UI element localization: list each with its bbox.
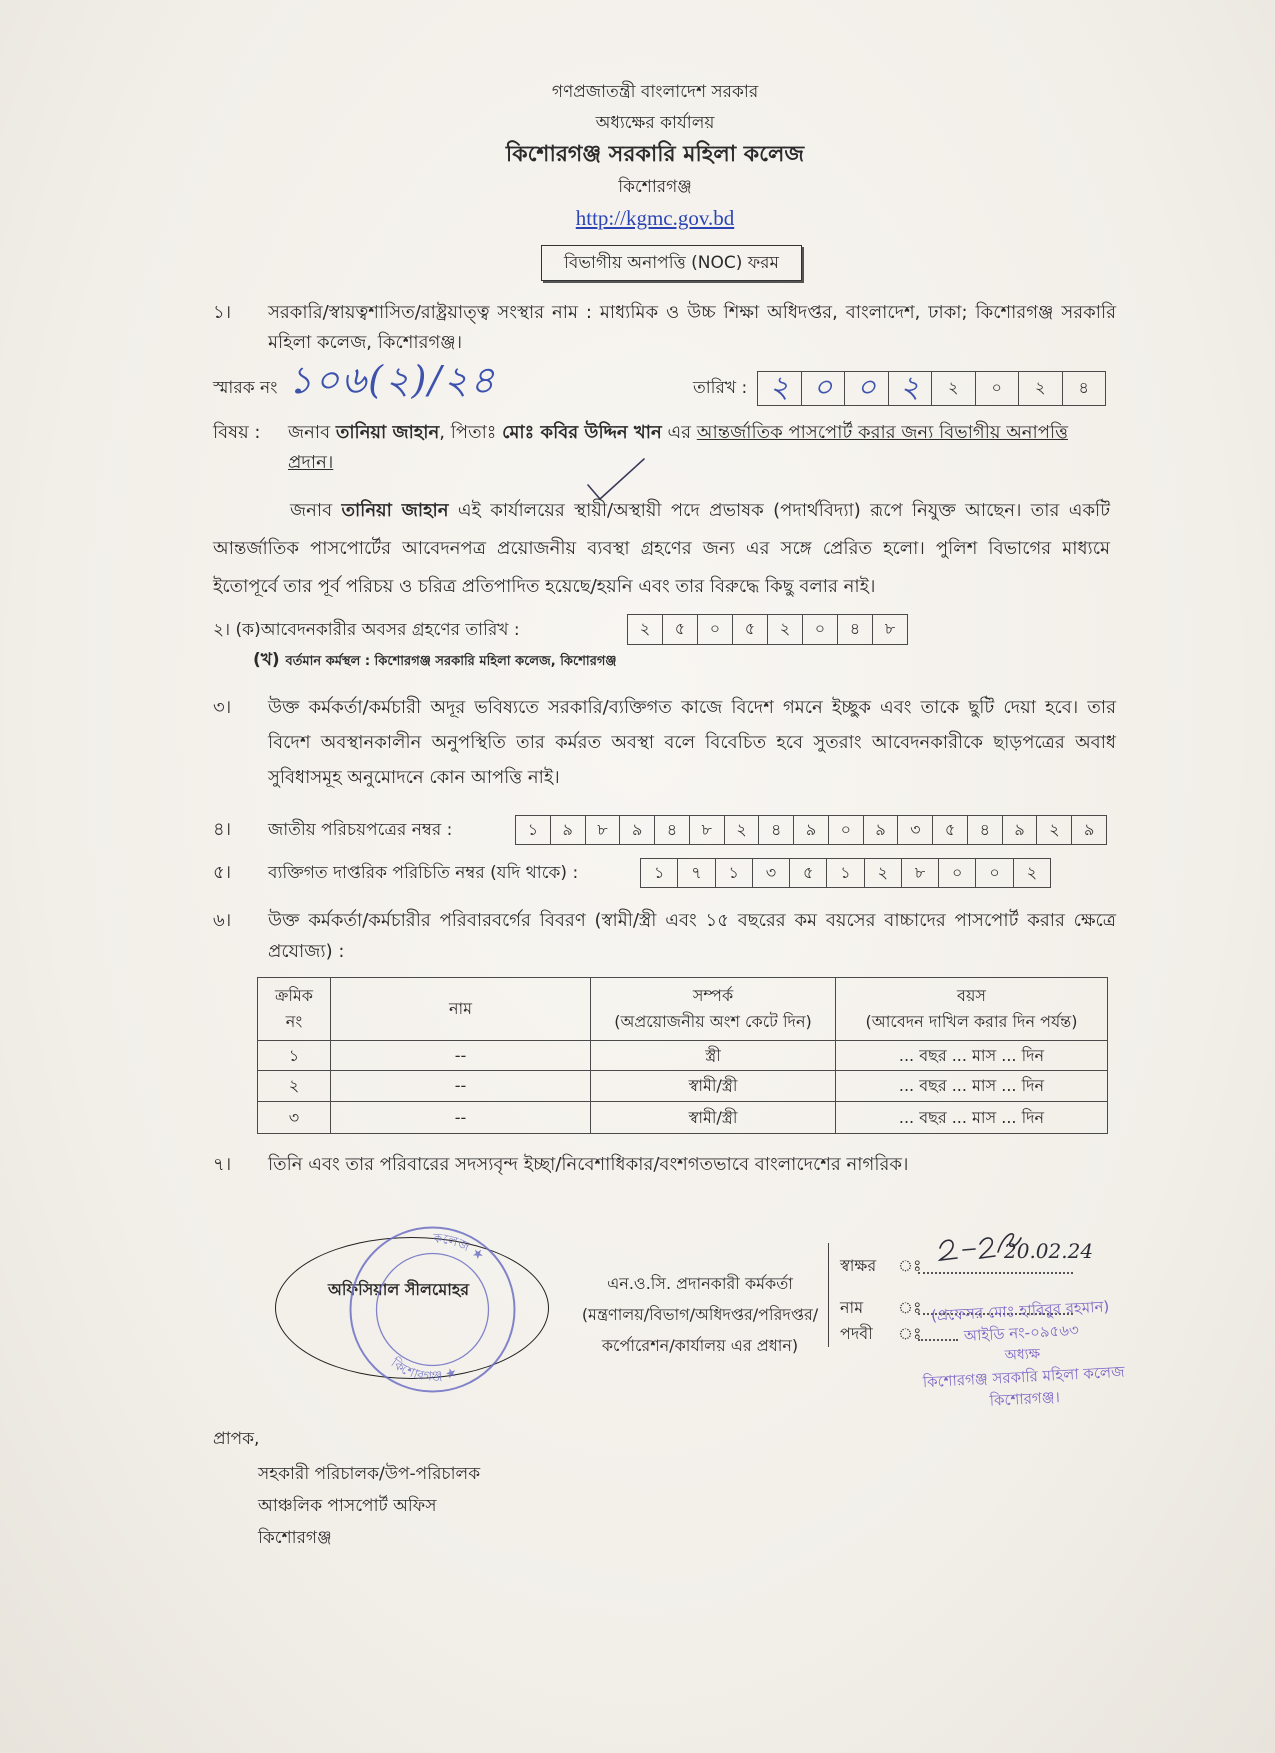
- nid-label: জাতীয় পরিচয়পত্রের নম্বর :: [268, 820, 453, 840]
- header-age-line1: বয়স: [957, 986, 986, 1005]
- office-heading: অধ্যক্ষের কার্যালয়: [595, 113, 715, 133]
- digit-box: ৯: [864, 815, 899, 845]
- item5-number: ৫।: [213, 862, 232, 883]
- government-heading: গণপ্রজাতন্ত্রী বাংলাদেশ সরকার: [551, 82, 759, 102]
- item1-number: ১।: [213, 302, 232, 323]
- digit-box: ৮: [586, 815, 621, 845]
- noc-officer-line2: (মন্ত্রণালয়/বিভাগ/অধিদপ্তর/পরিদপ্তর/: [581, 1305, 819, 1324]
- designation-colon: ঃ: [898, 1324, 922, 1343]
- applicant-name: তানিয়া জাহান: [335, 422, 440, 443]
- signature-divider: [828, 1243, 829, 1347]
- table-row: [258, 1041, 1108, 1071]
- digit-box: ২: [1037, 815, 1072, 845]
- item2-line: [213, 615, 520, 645]
- office-id-boxes: [640, 858, 1051, 888]
- seal-ring-top: কলেজ ★: [432, 1231, 487, 1264]
- header-age: [836, 978, 1108, 1041]
- table-row: [258, 1102, 1108, 1134]
- table-row: [258, 1071, 1108, 1102]
- digit-box: ০: [845, 371, 889, 406]
- retirement-date-boxes: [627, 614, 908, 645]
- digit-box: ২: [1014, 858, 1051, 888]
- table-header-row: [258, 978, 1108, 1041]
- svg-text:কলেজ ★: [432, 1231, 487, 1264]
- signature-colon: ঃ: [898, 1256, 922, 1275]
- digit-box: ২: [725, 815, 760, 845]
- row-serial: ৩: [258, 1102, 331, 1134]
- item2-number: ২।: [213, 620, 231, 640]
- digit-box: ৯: [794, 815, 829, 845]
- designation-label: পদবী: [840, 1324, 873, 1343]
- recipient-office: আঞ্চলিক পাসপোর্ট অফিস: [258, 1496, 437, 1516]
- subject-text: [288, 418, 1110, 478]
- digit-box: ৪: [838, 614, 873, 645]
- body-prefix: জনাব: [290, 500, 342, 521]
- seal-ring-bottom: কিশোরগঞ্জ ★: [387, 1355, 460, 1385]
- stamp-id: আইডি নং-০৯৫৬৩: [963, 1321, 1080, 1346]
- name-colon: ঃ: [898, 1298, 922, 1317]
- noc-officer-line3: কর্পোরেশন/কার্যালয় এর প্রধান): [601, 1336, 799, 1355]
- stamp-institution: কিশোরগঞ্জ সরকারি মহিলা কলেজ: [922, 1362, 1125, 1392]
- stamp-district: কিশোরগঞ্জ।: [989, 1388, 1061, 1410]
- subject-label: বিষয় :: [213, 422, 261, 443]
- noc-officer-block: [555, 1268, 845, 1361]
- digit-box: ২: [932, 371, 976, 406]
- body-applicant-name: তানিয়া জাহান: [341, 500, 449, 521]
- digit-box: ২: [758, 371, 802, 406]
- digit-box: ৯: [620, 815, 655, 845]
- digit-box: ১: [641, 858, 678, 888]
- svg-text:কিশোরগঞ্জ ★: [387, 1354, 459, 1384]
- header-name: [331, 978, 591, 1041]
- digit-box: ২: [628, 614, 663, 645]
- recipient-district: কিশোরগঞ্জ: [258, 1528, 332, 1548]
- digit-box: ১: [516, 815, 551, 845]
- digit-box: ০: [939, 858, 976, 888]
- signed-date: 20.02.24: [1004, 1239, 1094, 1263]
- digit-box: ৩: [898, 815, 933, 845]
- memo-number: ১০৬(২)/২৪: [288, 358, 497, 402]
- digit-box: ৩: [753, 858, 790, 888]
- header-serial-line1: ক্রমিক: [274, 986, 314, 1005]
- header-relation-line2: (অপ্রয়োজনীয় অংশ কেটে দিন): [614, 1012, 812, 1031]
- recipient-designation: সহকারী পরিচালক/উপ-পরিচালক: [258, 1464, 481, 1484]
- body-paragraph: [213, 492, 1110, 606]
- website-link: http://kgmc.gov.bd: [575, 206, 735, 230]
- item2-b-label: (খ): [253, 650, 280, 670]
- digit-box: ৮: [902, 858, 939, 888]
- header-relation: [591, 978, 836, 1041]
- digit-box: ৫: [933, 815, 968, 845]
- row-age: ... বছর ... মাস ... দিন: [836, 1041, 1108, 1071]
- row-age: ... বছর ... মাস ... দিন: [836, 1071, 1108, 1102]
- digit-box: ৭: [678, 858, 715, 888]
- body-text: এই কার্যালয়ের স্থায়ী/অস্থায়ী পদে প্রভাষক (পদার্থবিদ্যা) রূপে নিযুক্ত আছেন। তার একটি আন্তর্জাতিক পাসপোর্টের আবেদনপত্র প্রয়োজনীয় ব্যবস্থা গ্রহণের জন্য এর সঙ্গে প্রেরিত হলো। পুলিশ বিভাগের মাধ্যমে ইতোপূর্বে তার পূর্ব পরিচয় ও চরিত্র প্রতিপাদিত হয়েছে/হয়নি এবং তার বিরুদ্ধে কিছু বলার নাই।: [213, 500, 1110, 597]
- digit-box: ২: [889, 371, 933, 406]
- item3-number: ৩।: [213, 697, 232, 718]
- form-title: বিভাগীয় অনাপত্তি (NOC) ফরম: [541, 245, 802, 281]
- digit-box: ১: [827, 858, 864, 888]
- district-heading: কিশোরগঞ্জ: [618, 177, 692, 197]
- digit-box: ৪: [1063, 371, 1107, 406]
- row-age: ... বছর ... মাস ... দিন: [836, 1102, 1108, 1134]
- digit-box: ৯: [1003, 815, 1038, 845]
- digit-box: ৫: [733, 614, 768, 645]
- item7-number: ৭।: [213, 1154, 232, 1175]
- date-boxes: [757, 371, 1106, 406]
- item6-text: উক্ত কর্মকর্তা/কর্মচারীর পরিবারবর্গের বিবরণ (স্বামী/স্ত্রী এবং ১৫ বছরের কম বয়সের বাচ্চাদের পাসপোর্ট করার ক্ষেত্রে প্রযোজ্য) :: [268, 910, 1116, 962]
- row-name: --: [331, 1071, 591, 1102]
- digit-box: ০: [976, 858, 1013, 888]
- office-seal-stamp: [345, 1222, 520, 1397]
- current-workplace-line: [253, 647, 617, 675]
- row-serial: ১: [258, 1041, 331, 1071]
- family-table: [257, 977, 1108, 1134]
- digit-box: ০: [698, 614, 733, 645]
- digit-box: ২: [1019, 371, 1063, 406]
- item1-text: সরকারি/স্বায়ত্বশাসিত/রাষ্ট্রয়াত্ত্ব সংস্থার নাম : মাধ্যমিক ও উচ্চ শিক্ষা অধিদপ্তর, বাংলাদেশ, ঢাকা; কিশোরগঞ্জ সরকারি মহিলা কলেজ, কিশোরগঞ্জ।: [268, 302, 1116, 353]
- digit-box: ৪: [759, 815, 794, 845]
- subject-father-prefix: , পিতাঃ: [439, 422, 503, 443]
- recipient-label: প্রাপক,: [213, 1429, 260, 1449]
- digit-box: ৪: [655, 815, 690, 845]
- digit-box: ০: [829, 815, 864, 845]
- digit-box: ৫: [663, 614, 698, 645]
- digit-box: ০: [802, 371, 846, 406]
- row-name: --: [331, 1102, 591, 1134]
- row-relation: স্বামী/স্ত্রী: [591, 1102, 836, 1134]
- digit-box: ০: [976, 371, 1020, 406]
- retirement-date-label: (ক)আবেদনকারীর অবসর গ্রহণের তারিখ :: [235, 620, 520, 640]
- digit-box: ৮: [690, 815, 725, 845]
- digit-box: ১: [716, 858, 753, 888]
- item3-text: উক্ত কর্মকর্তা/কর্মচারী অদূর ভবিষ্যতে সরকারি/ব্যক্তিগত কাজে বিদেশ গমনে ইচ্ছুক এবং তাকে ছুটি দেয়া হবে। তার বিদেশ অবস্থানকালীন অনুপস্থিতি তার কর্মরত অবস্থা বলে বিবেচিত হবে সুতরাং আবেদনকারীকে ছাড়পত্রের অবাধ সুবিধাসমূহ অনুমোদনে কোন আপত্তি নাই।: [268, 697, 1116, 788]
- row-relation: স্ত্রী: [591, 1041, 836, 1071]
- digit-box: ০: [803, 614, 838, 645]
- digit-box: ৯: [1072, 815, 1107, 845]
- header-serial-line2: নং: [285, 1012, 303, 1031]
- stamp-name: (প্রফেসর মোঃ হাবিবুর রহমান): [930, 1297, 1110, 1325]
- header-age-line2: (আবেদন দাখিল করার দিন পর্যন্ত): [865, 1012, 1078, 1031]
- current-workplace: বর্তমান কর্মস্থল : কিশোরগঞ্জ সরকারি মহিলা কলেজ, কিশোরগঞ্জ: [285, 654, 617, 669]
- row-name: --: [331, 1041, 591, 1071]
- digit-box: ২: [768, 614, 803, 645]
- item4-number: ৪।: [213, 819, 232, 840]
- father-name: মোঃ কবির উদ্দিন খান: [502, 422, 662, 443]
- signature-dotted-line: [918, 1272, 1073, 1274]
- header-relation-line1: সম্পর্ক: [692, 986, 734, 1005]
- nid-boxes: [515, 815, 1107, 845]
- item6-number: ৬।: [213, 910, 232, 931]
- subject-joiner: এর: [661, 422, 697, 443]
- digit-box: ৯: [551, 815, 586, 845]
- noc-officer-line1: এন.ও.সি. প্রদানকারী কর্মকর্তা: [607, 1274, 793, 1293]
- header-name-line1: নাম: [448, 999, 473, 1018]
- memo-label: স্মারক নং: [213, 378, 278, 398]
- date-label: তারিখ :: [693, 378, 748, 398]
- digit-box: ৪: [968, 815, 1003, 845]
- stamp-designation: অধ্যক্ষ: [1004, 1346, 1041, 1364]
- subject-prefix: জনাব: [288, 422, 336, 443]
- row-relation: স্বামী/স্ত্রী: [591, 1071, 836, 1102]
- row-serial: ২: [258, 1071, 331, 1102]
- office-id-label: ব্যক্তিগত দাপ্তরিক পরিচিতি নম্বর (যদি থাকে) :: [268, 863, 579, 883]
- item7-text: তিনি এবং তার পরিবারের সদস্যবৃন্দ ইচ্ছা/নিবেশাধিকার/বংশগতভাবে বাংলাদেশের নাগরিক।: [268, 1154, 909, 1175]
- subject-purpose: আন্তর্জাতিক পাসপোর্ট করার জন্য বিভাগীয় অনাপত্তি প্রদান।: [288, 422, 1068, 473]
- official-seal-label: অফিসিয়াল সীলমোহর: [328, 1280, 470, 1299]
- institution-heading: কিশোরগঞ্জ সরকারি মহিলা কলেজ: [505, 142, 805, 167]
- header-serial: [258, 978, 331, 1041]
- signature-label: স্বাক্ষর: [840, 1256, 877, 1275]
- digit-box: ২: [865, 858, 902, 888]
- digit-box: ৫: [790, 858, 827, 888]
- name-label: নাম: [840, 1298, 864, 1317]
- principal-stamp: [892, 1293, 1152, 1416]
- digit-box: ৮: [873, 614, 908, 645]
